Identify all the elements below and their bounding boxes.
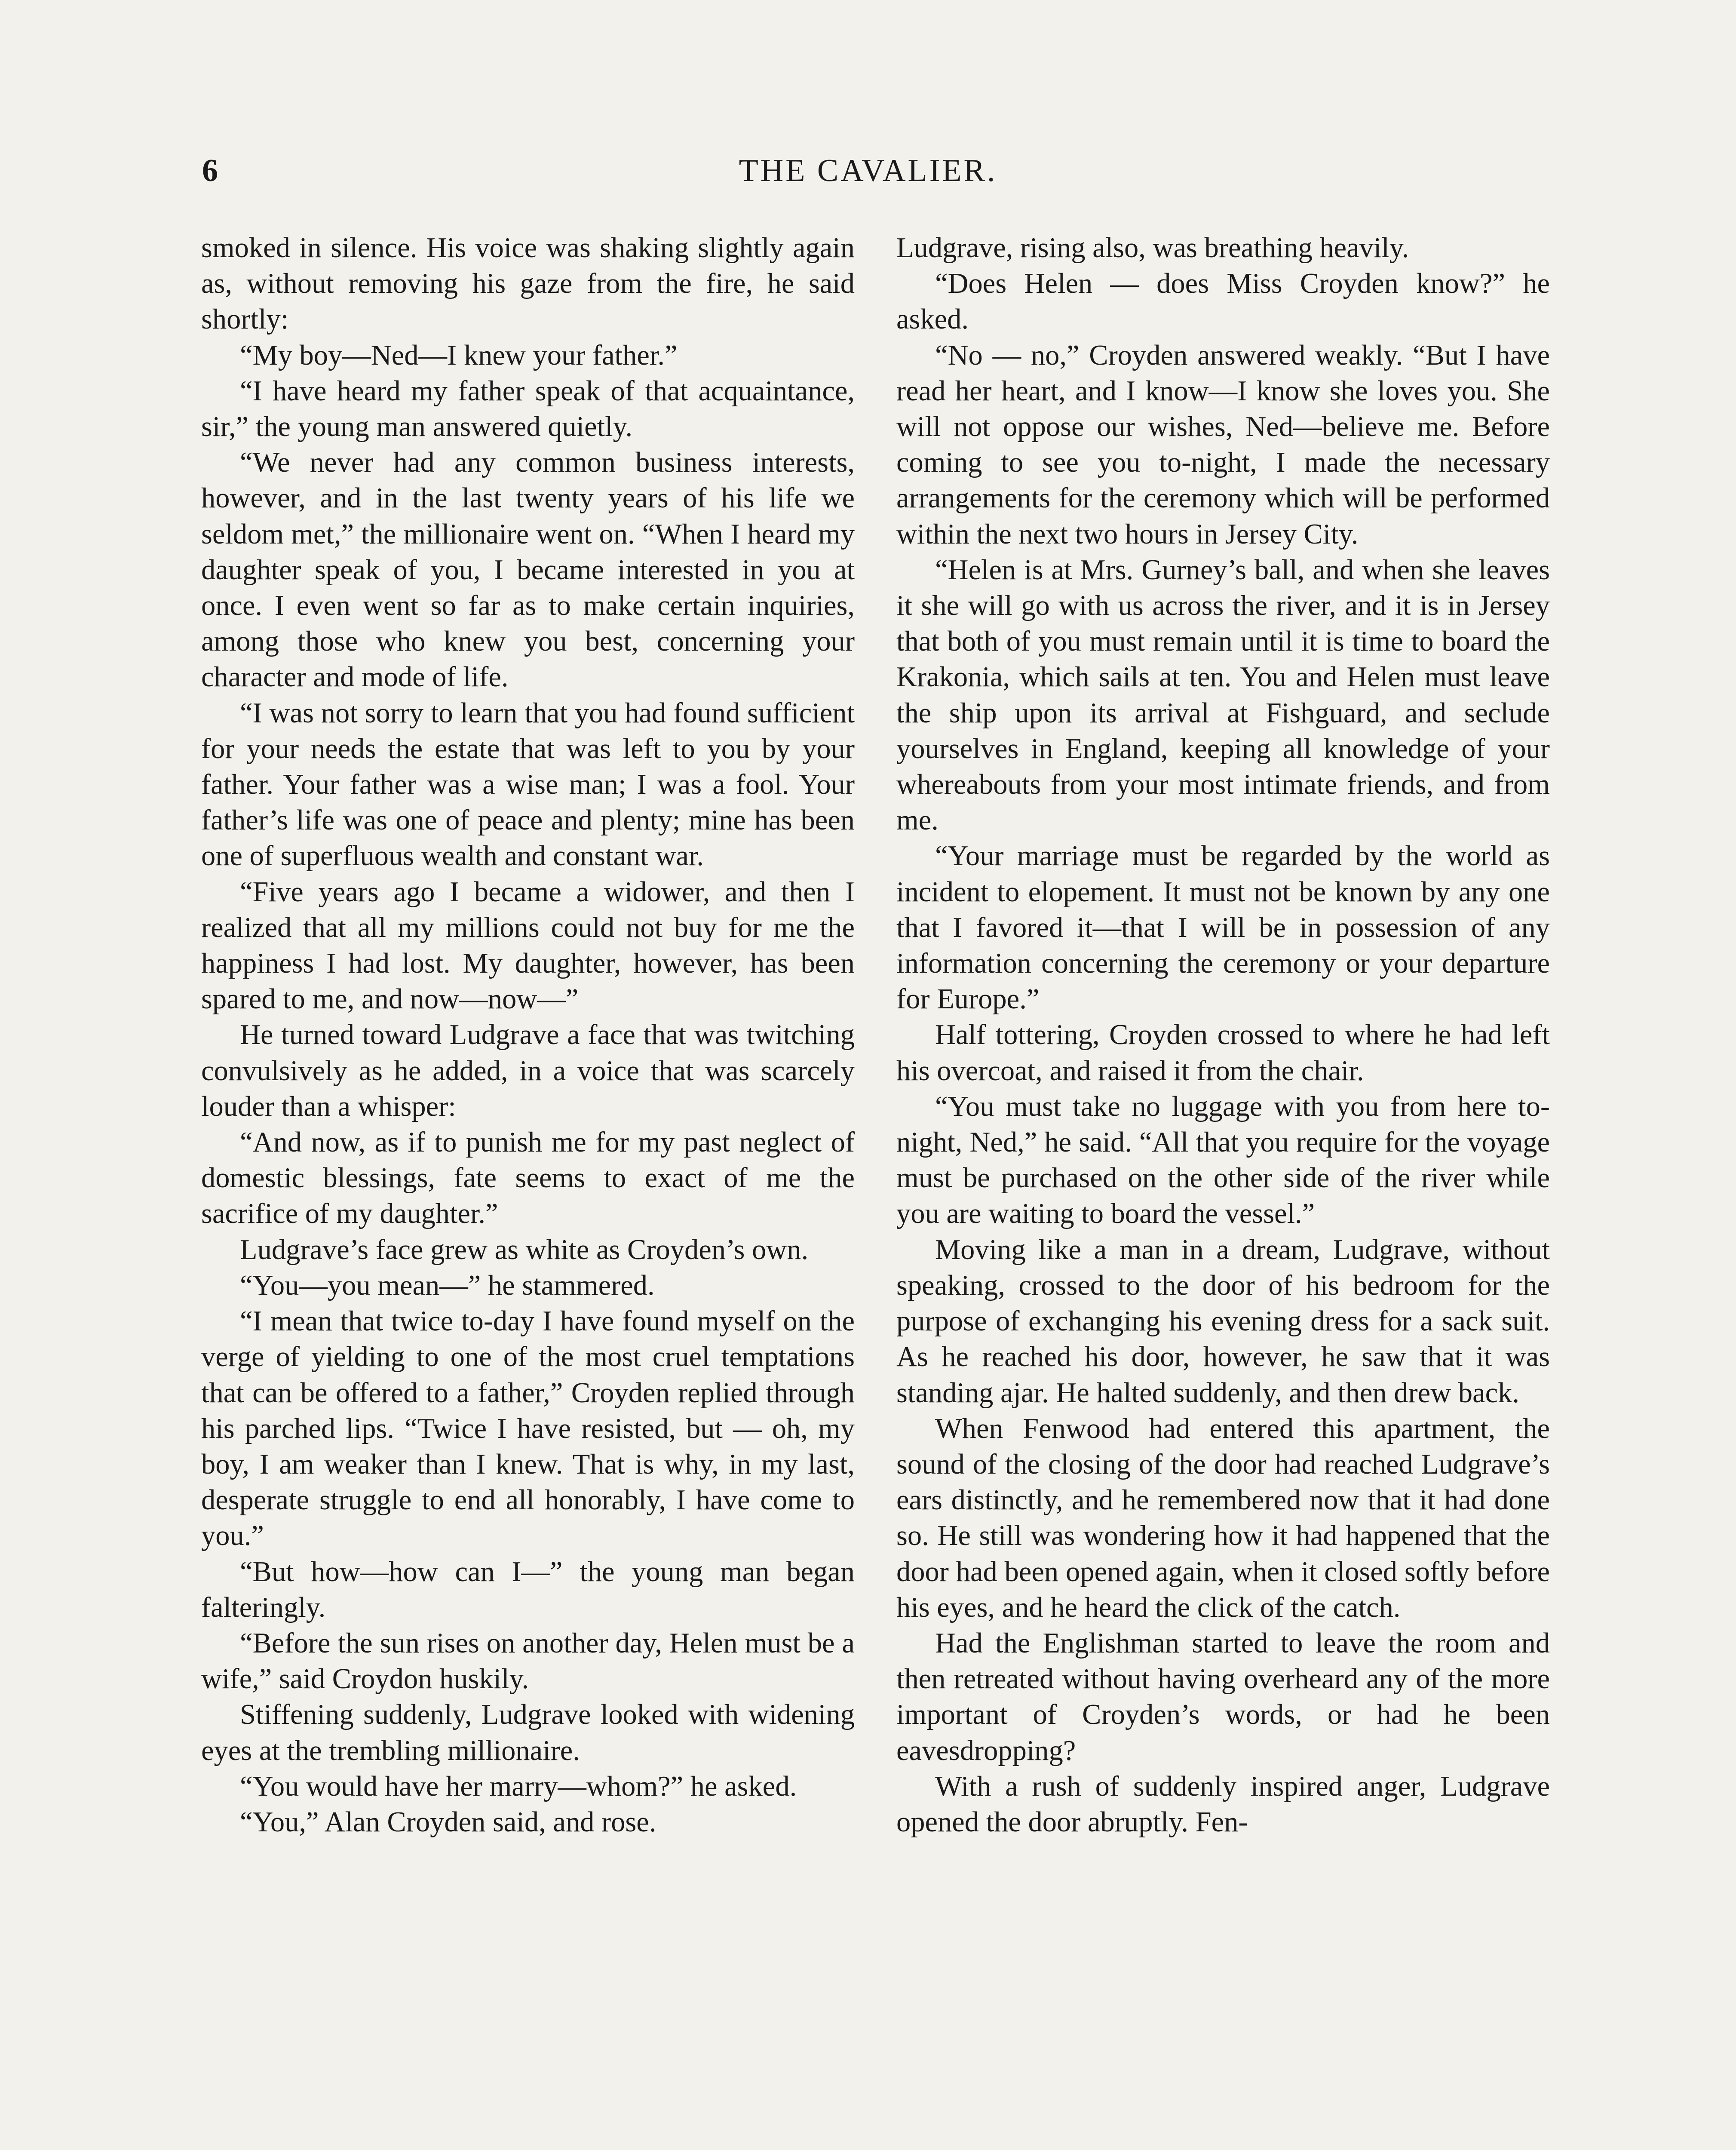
paragraph: “Does Helen — does Miss Croyden know?” he asked.: [896, 268, 1550, 335]
page-header: [0, 153, 1736, 191]
paragraph: “Helen is at Mrs. Gurney’s ball, and when she leaves it she will go with us across the river, and it is in Jersey that both of you must remain until it is time to board the Krakonia, which sails at ten. You and Helen must leave the ship upon its arrival at Fishguard, and seclude yourselves in England, keeping all knowledge of your whereabouts from your most intimate friends, and from me.: [896, 554, 1550, 836]
paragraph: “Your marriage must be regarded by the world as incident to elopement. It must not be known by any one that I favored it—that I will be in possession of any information concerning the ceremony or your departure for Europe.”: [896, 840, 1550, 1015]
paragraph: Ludgrave’s face grew as white as Croyden’s own.: [240, 1234, 809, 1265]
paragraph: smoked in silence. His voice was shaking slightly again as, without removing his gaze from the fire, he said shortly:: [201, 232, 855, 335]
paragraph: Stiffening suddenly, Ludgrave looked with widening eyes at the trembling millionaire.: [201, 1699, 855, 1766]
paragraph: “You,” Alan Croyden said, and rose.: [240, 1806, 656, 1838]
left-column: [201, 230, 855, 1840]
paragraph: “I have heard my father speak of that acquaintance, sir,” the young man answered quietly.: [201, 375, 855, 443]
paragraph: He turned toward Ludgrave a face that was twitching convulsively as he added, in a voice that was scarcely louder than a whisper:: [201, 1019, 855, 1122]
running-title: THE CAVALIER.: [739, 153, 997, 188]
page-number: 6: [202, 153, 218, 188]
paragraph: With a rush of suddenly inspired anger, Ludgrave opened the door abruptly. Fen-: [896, 1770, 1550, 1838]
right-column: [896, 230, 1550, 1840]
paragraph: “My boy—Ned—I knew your father.”: [240, 339, 678, 371]
paragraph: “Before the sun rises on another day, Helen must be a wife,” said Croydon huskily.: [201, 1627, 855, 1695]
paragraph: “You would have her marry—whom?” he asked.: [240, 1770, 797, 1802]
paragraph: “You must take no luggage with you from here to-night, Ned,” he said. “All that you require for the voyage must be purchased on the other side of the river while you are waiting to board the vessel.”: [896, 1090, 1550, 1230]
paragraph: Moving like a man in a dream, Ludgrave, without speaking, crossed to the door of his bedroom for the purpose of exchanging his evening dress for a sack suit. As he reached his door, however, he saw that it was standing ajar. He halted suddenly, and then drew back.: [896, 1234, 1550, 1409]
paragraph: “No — no,” Croyden answered weakly. “But I have read her heart, and I know—I know she loves you. She will not oppose our wishes, Ned—believe me. Before coming to see you to-night, I made the necessary arrangements for the ceremony which will be performed within the next two hours in Jersey City.: [896, 339, 1550, 550]
paragraph: Half tottering, Croyden crossed to where he had left his overcoat, and raised it from the chair.: [896, 1019, 1550, 1087]
paragraph: “But how—how can I—” the young man began falteringly.: [201, 1556, 855, 1623]
paragraph: “I mean that twice to-day I have found myself on the verge of yielding to one of the most cruel temptations that can be offered to a father,” Croyden replied through his parched lips. “Twice I have resisted, but — oh, my boy, I am weaker than I knew. That is why, in my last, desperate struggle to end all honorably, I have come to you.”: [201, 1305, 855, 1552]
paragraph: “I was not sorry to learn that you had found sufficient for your needs the estate that was left to you by your father. Your father was a wise man; I was a fool. Your father’s life was one of peace and plenty; mine has been one of superfluous wealth and constant war.: [201, 697, 855, 872]
paragraph: When Fenwood had entered this apartment, the sound of the closing of the door had reached Ludgrave’s ears distinctly, and he remembered now that it had done so. He still was wondering how it had happened that the door had been opened again, when it closed softly before his eyes, and he heard the click of the catch.: [896, 1413, 1550, 1623]
paragraph: Ludgrave, rising also, was breathing heavily.: [896, 232, 1409, 264]
paragraph: Had the Englishman started to leave the room and then retreated without having overheard any of the more important of Croyden’s words, or had he been eavesdropping?: [896, 1627, 1550, 1766]
paragraph: “We never had any common business interests, however, and in the last twenty years of his life we seldom met,” the millionaire went on. “When I heard my daughter speak of you, I became interested in you at once. I even went so far as to make certain inquiries, among those who knew you best, concerning your character and mode of life.: [201, 447, 855, 693]
paragraph: “Five years ago I became a widower, and then I realized that all my millions could not buy for me the happiness I had lost. My daughter, however, has been spared to me, and now—now—”: [201, 876, 855, 1015]
paragraph: “You—you mean—” he stammered.: [240, 1269, 655, 1301]
paragraph: “And now, as if to punish me for my past neglect of domestic blessings, fate seems to exact of me the sacrifice of my daughter.”: [201, 1127, 855, 1230]
